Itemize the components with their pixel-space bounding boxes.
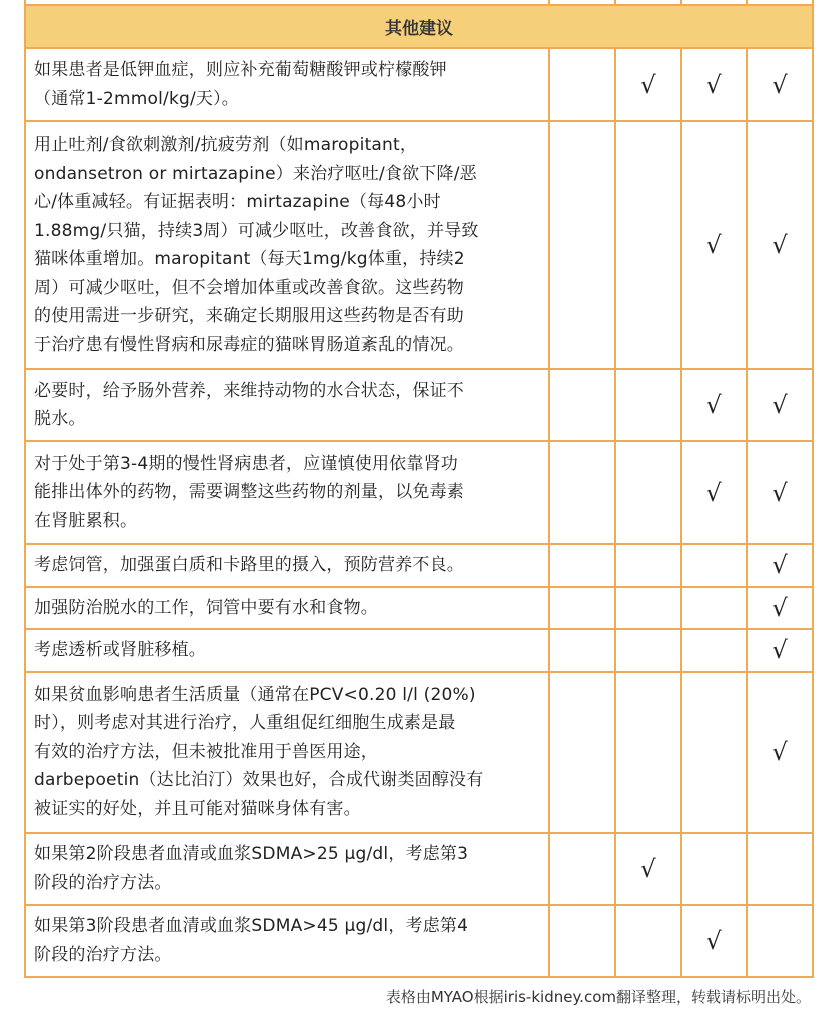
stage-1-cell	[549, 833, 615, 905]
stage-1-cell	[549, 672, 615, 833]
stage-1-cell	[549, 905, 615, 977]
section-header-row	[25, 5, 813, 48]
stage-1-cell	[549, 544, 615, 587]
stage-3-cell	[681, 833, 747, 905]
recommendation-text: 如果第3阶段患者血清或血浆SDMA>45 µg/dl，考虑第4 阶段的治疗方法。	[25, 905, 549, 977]
stage-1-cell	[549, 369, 615, 441]
recommendation-text: 如果患者是低钾血症，则应补充葡萄糖酸钾或柠檬酸钾 （通常1-2mmol/kg/天）。	[25, 48, 549, 121]
check-mark-icon: √	[772, 231, 788, 259]
check-mark-icon: √	[706, 391, 722, 419]
check-mark-icon: √	[706, 231, 722, 259]
stage-2-cell	[615, 48, 681, 121]
table-row	[25, 672, 813, 833]
stage-2-cell	[615, 441, 681, 544]
check-mark-icon: √	[772, 551, 788, 580]
check-mark-icon: √	[640, 854, 656, 883]
stage-1-cell	[549, 629, 615, 672]
stage-3-cell	[681, 441, 747, 544]
table-row	[25, 833, 813, 905]
stage-2-cell	[615, 544, 681, 587]
stage-4-cell	[747, 905, 813, 977]
stage-4-cell	[747, 672, 813, 833]
stage-1-cell	[549, 587, 615, 630]
stage-4-cell	[747, 587, 813, 630]
table-row	[25, 544, 813, 587]
check-mark-icon: √	[706, 70, 722, 99]
stage-4-cell	[747, 629, 813, 672]
table-row	[25, 441, 813, 544]
stage-4-cell	[747, 369, 813, 441]
check-mark-icon: √	[640, 70, 656, 99]
stage-2-cell	[615, 672, 681, 833]
check-mark-icon: √	[772, 593, 788, 622]
stage-2-cell	[615, 833, 681, 905]
stage-4-cell	[747, 544, 813, 587]
stage-4-cell	[747, 121, 813, 369]
stage-1-cell	[549, 121, 615, 369]
stage-2-cell	[615, 905, 681, 977]
recommendation-text: 如果贫血影响患者生活质量（通常在PCV<0.20 l/l (20%) 时），则考虑对其进行治疗，人重组促红细胞生成素是最 有效的治疗方法，但未被批准用于兽医用途， darbepoetin（达比泊汀）效果也好，合成代谢类固醇没有 被证实的好处，并且可能对猫咪身体有害。	[25, 672, 549, 833]
stage-1-cell	[549, 441, 615, 544]
stage-3-cell	[681, 544, 747, 587]
recommendation-text: 考虑透析或肾脏移植。	[25, 629, 549, 672]
stage-3-cell	[681, 587, 747, 630]
stage-3-cell	[681, 672, 747, 833]
stage-4-cell	[747, 48, 813, 121]
check-mark-icon: √	[772, 738, 788, 766]
table-row	[25, 369, 813, 441]
stage-3-cell	[681, 369, 747, 441]
stage-2-cell	[615, 587, 681, 630]
recommendation-text: 考虑饲管，加强蛋白质和卡路里的摄入，预防营养不良。	[25, 544, 549, 587]
table-row	[25, 905, 813, 977]
table-row	[25, 121, 813, 369]
stage-4-cell	[747, 441, 813, 544]
stage-4-cell	[747, 833, 813, 905]
recommendation-text: 加强防治脱水的工作，饲管中要有水和食物。	[25, 587, 549, 630]
check-mark-icon: √	[772, 478, 788, 507]
table-row	[25, 629, 813, 672]
stage-3-cell	[681, 629, 747, 672]
stage-2-cell	[615, 369, 681, 441]
stage-1-cell	[549, 48, 615, 121]
recommendations-table	[24, 0, 814, 978]
recommendation-text: 如果第2阶段患者血清或血浆SDMA>25 µg/dl，考虑第3 阶段的治疗方法。	[25, 833, 549, 905]
recommendation-text: 对于处于第3-4期的慢性肾病患者，应谨慎使用依靠肾功 能排出体外的药物，需要调整这些药物的剂量，以免毒素 在肾脏累积。	[25, 441, 549, 544]
stage-3-cell	[681, 905, 747, 977]
recommendation-text: 必要时，给予肠外营养，来维持动物的水合状态，保证不 脱水。	[25, 369, 549, 441]
table-row	[25, 587, 813, 630]
check-mark-icon: √	[772, 391, 788, 419]
stage-3-cell	[681, 121, 747, 369]
stage-2-cell	[615, 629, 681, 672]
stage-3-cell	[681, 48, 747, 121]
check-mark-icon: √	[706, 926, 722, 955]
section-header: 其他建议	[25, 5, 813, 48]
recommendation-text: 用止吐剂/食欲刺激剂/抗疲劳剂（如maropitant， ondansetron or mirtazapine）来治疗呕吐/食欲下降/恶 心/体重减轻。有证据表明：mirtazapine（每48小时 1.88mg/只猫，持续3周）可减少呕吐，改善食欲，并导致 猫咪体重增加。maropitant（每天1mg/kg体重，持续2 周）可减少呕吐，但不会增加体重或改善食欲。这些药物 的使用需进一步研究，来确定长期服用这些药物是否有助 于治疗患有慢性肾病和尿毒症的猫咪胃肠道紊乱的情况。	[25, 121, 549, 369]
check-mark-icon: √	[706, 478, 722, 507]
table-row	[25, 48, 813, 121]
check-mark-icon: √	[772, 636, 788, 665]
check-mark-icon: √	[772, 70, 788, 99]
stage-2-cell	[615, 121, 681, 369]
source-footnote: 表格由MYAO根据iris-kidney.com翻译整理，转载请标明出处。	[385, 988, 811, 1006]
